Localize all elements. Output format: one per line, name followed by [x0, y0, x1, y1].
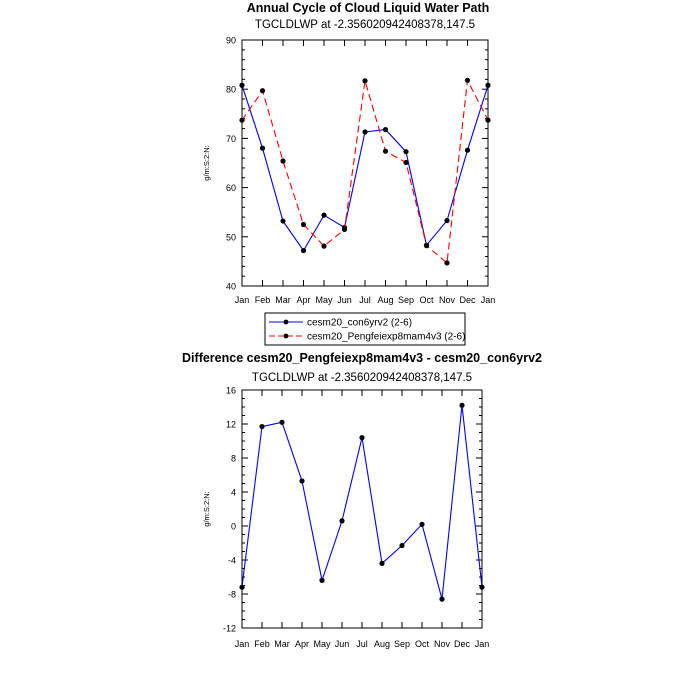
- data-point: [379, 561, 384, 566]
- x-tick-label-mar: Mar: [275, 295, 291, 305]
- data-point: [260, 146, 265, 151]
- legend-label-2: cesm20_Pengfeiexp8mam4v3 (2-6): [307, 331, 466, 343]
- y-tick-label: 60: [225, 183, 236, 194]
- difference-panel: [182, 351, 542, 649]
- data-point: [424, 243, 429, 248]
- x-tick-label-nov: Nov: [438, 295, 456, 305]
- data-point: [319, 578, 324, 583]
- x-tick-label-mar: Mar: [274, 639, 290, 649]
- y-tick-label: 80: [225, 84, 236, 95]
- legend-label-1: cesm20_con6yrv2 (2-6): [307, 317, 413, 329]
- data-point: [280, 158, 285, 163]
- x-tick-label-jun: Jun: [334, 639, 350, 649]
- y-tick-label: 50: [225, 232, 236, 243]
- data-point: [383, 127, 388, 132]
- chart-subtitle: TGCLDLWP at -2.356020942408378,147.5: [251, 372, 473, 384]
- x-tick-label-jan: Jan: [234, 295, 250, 305]
- series-line-2: [242, 80, 488, 263]
- data-point: [239, 585, 244, 590]
- chart-title: Difference cesm20_Pengfeiexp8mam4v3 - cesm20_con6yrv2: [182, 351, 542, 365]
- x-tick-label-apr: Apr: [296, 295, 311, 305]
- data-point: [299, 478, 304, 483]
- data-point: [439, 597, 444, 602]
- data-point: [399, 543, 404, 548]
- x-tick-label-nov: Nov: [433, 639, 451, 649]
- data-point: [280, 218, 285, 223]
- x-tick-label-jul: Jul: [359, 295, 371, 305]
- y-tick-label: -12: [222, 623, 236, 634]
- x-tick-label-jan: Jan: [474, 639, 490, 649]
- x-tick-label-oct: Oct: [419, 295, 434, 305]
- data-point: [339, 518, 344, 523]
- x-tick-label-jan: Jan: [480, 295, 496, 305]
- data-point: [301, 248, 306, 253]
- data-point: [321, 244, 326, 249]
- data-point: [259, 424, 264, 429]
- x-tick-label-dec: Dec: [459, 295, 476, 305]
- data-point: [465, 78, 470, 83]
- x-tick-label-may: May: [313, 639, 331, 649]
- x-tick-label-aug: Aug: [377, 295, 394, 305]
- x-tick-label-sep: Sep: [397, 295, 415, 305]
- y-tick-label: 12: [225, 419, 236, 430]
- x-tick-label-apr: Apr: [294, 639, 310, 649]
- legend-marker: [284, 334, 289, 339]
- x-tick-label-jan: Jan: [234, 639, 250, 649]
- y-tick-label: 90: [225, 35, 236, 46]
- data-point: [419, 522, 424, 527]
- y-tick-label: -4: [227, 555, 236, 566]
- data-point: [301, 222, 306, 227]
- data-point: [485, 83, 490, 88]
- y-tick-label: 8: [230, 453, 236, 464]
- data-point: [403, 160, 408, 165]
- x-tick-label-aug: Aug: [373, 639, 391, 649]
- chart-subtitle: TGCLDLWP at -2.356020942408378,147.5: [254, 19, 476, 31]
- data-point: [359, 435, 364, 440]
- data-point: [321, 213, 326, 218]
- annual-cycle-panel: [202, 1, 495, 345]
- data-point: [444, 218, 449, 223]
- x-tick-label-jul: Jul: [356, 639, 368, 649]
- chart-title: Annual Cycle of Cloud Liquid Water Path: [246, 1, 490, 15]
- x-tick-label-jun: Jun: [337, 295, 352, 305]
- data-point: [239, 118, 244, 123]
- data-point: [260, 88, 265, 93]
- data-point: [362, 78, 367, 83]
- data-point: [479, 585, 484, 590]
- data-point: [383, 149, 388, 154]
- y-tick-label: 70: [225, 133, 236, 144]
- x-tick-label-oct: Oct: [414, 639, 430, 649]
- legend-marker: [284, 320, 289, 325]
- y-axis-label: g/m:S:2:N:: [202, 491, 211, 527]
- x-tick-label-dec: Dec: [453, 639, 471, 649]
- data-point: [279, 420, 284, 425]
- x-tick-label-feb: Feb: [254, 639, 270, 649]
- data-point: [444, 260, 449, 265]
- y-axis-label: g/m:S:2:N:: [202, 145, 211, 181]
- data-point: [239, 83, 244, 88]
- y-tick-label: -8: [227, 589, 236, 600]
- y-tick-label: 16: [225, 385, 236, 396]
- data-point: [465, 148, 470, 153]
- y-tick-label: 40: [225, 281, 236, 292]
- x-tick-label-may: May: [315, 295, 333, 305]
- plot-frame: [242, 40, 488, 286]
- plot-frame: [242, 390, 482, 628]
- x-tick-label-sep: Sep: [393, 639, 411, 649]
- x-tick-label-feb: Feb: [254, 295, 271, 305]
- data-point: [342, 227, 347, 232]
- data-point: [485, 118, 490, 123]
- y-tick-label: 4: [230, 487, 236, 498]
- y-tick-label: 0: [230, 521, 236, 532]
- series-line-1: [242, 405, 482, 599]
- data-point: [403, 149, 408, 154]
- data-point: [362, 129, 367, 134]
- data-point: [459, 403, 464, 408]
